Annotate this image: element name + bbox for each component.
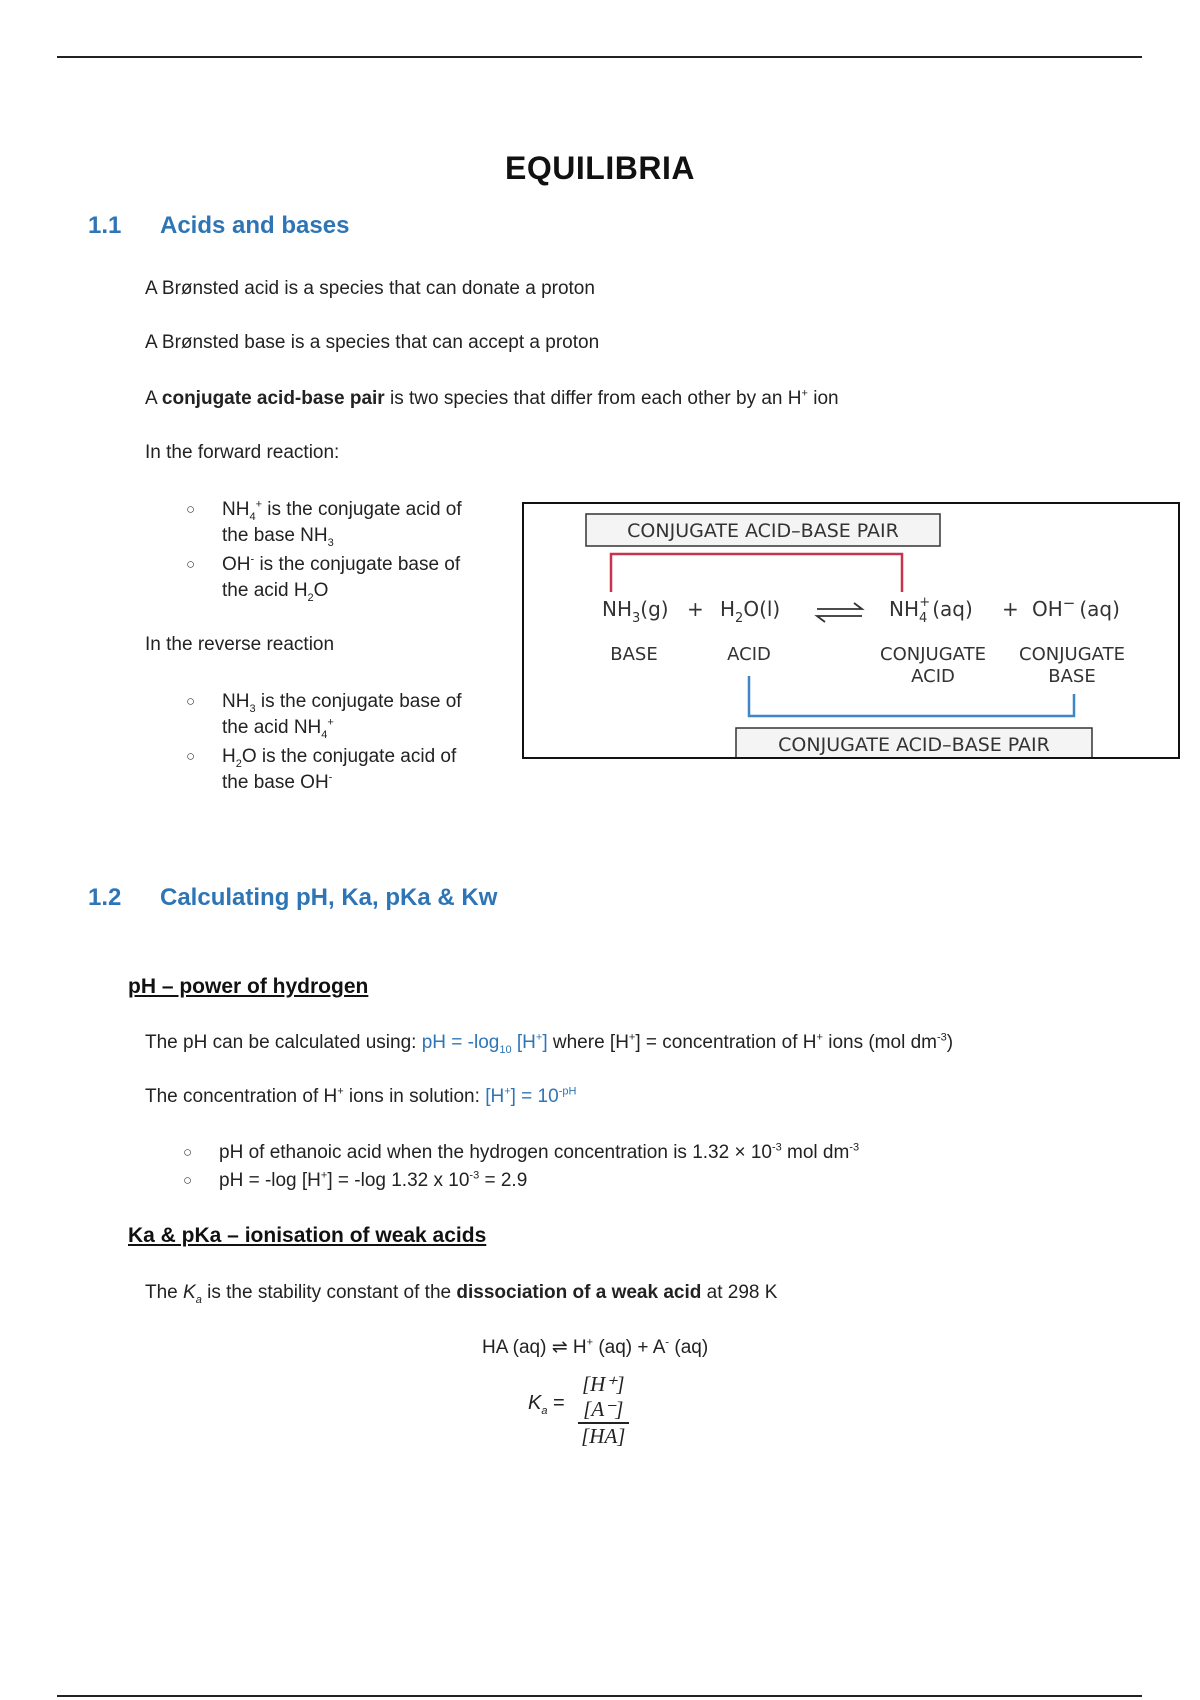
diagram-canvas [524,504,1178,757]
top-rule [57,56,1142,58]
label-conjugate-base-line2: BASE [1048,666,1096,687]
section-heading-calculating-ph [88,884,497,912]
circle-bullet-icon: ○ [183,1172,193,1189]
eq-h2o: $H_2O(l)$ [720,597,781,626]
equilibrium-arrow-icon [817,603,862,622]
acid-pair-bracket [611,554,902,592]
label-base: BASE [610,644,658,665]
ka-definition: The $K_a$ is the stability constant of the dissociation of a weak acid at 298 K [145,1282,778,1306]
circle-bullet-icon: ○ [183,1144,193,1161]
reverse-reaction-label: In the reverse reaction [145,634,335,655]
bronsted-acid-definition: A Brønsted acid is a species that can donate a proton [145,278,595,299]
label-conjugate-acid-line2: ACID [911,666,955,687]
h-concentration-line: The concentration of H+ ions in solution: $[H^+] = 10^{-pH}$ [145,1085,577,1107]
forward-reaction-label: In the forward reaction: [145,442,340,463]
section-heading-acids-bases [88,212,349,240]
ph-subheading: pH – power of hydrogen [128,975,369,998]
eq-plus-1: + [687,597,704,621]
list-item: ○ $NH_4^+$ is the conjugate acid of the base $NH_3$ [186,498,462,549]
section-title: Calculating pH, Ka, pKa & Kw [160,884,498,911]
eq-nh3: $NH_3(g)$ [602,597,669,626]
list-item: ○ $H_2O$ is the conjugate acid of the base OH- [186,746,457,793]
ka-formula: $K_a$ = $\frac{[H^+] [A^-]}{[HA]}$ [528,1390,565,1415]
ka-numerator: [H⁺] [A⁻] [578,1372,629,1424]
ka-fraction [578,1372,629,1449]
circle-bullet-icon: ○ [186,556,196,573]
eq-nh4: $NH_4+ (aq)$ [889,595,973,626]
conjugate-pair-diagram [522,502,1180,759]
list-item: ○ pH = -log [H+] = -log 1.32 x $10^{-3} = 2.9$ [219,1168,527,1194]
section-number: 1.1 [88,212,122,239]
circle-bullet-icon: ○ [186,748,196,765]
page-title: EQUILIBRIA [505,150,695,186]
section-title: Acids and bases [160,212,350,239]
label-conjugate-acid-line1: CONJUGATE [880,644,986,665]
list-item: ○ pH of ethanoic acid when the hydrogen concentration is $1.32 \times 10^{-3}$ mol $dm^{-3}$ [219,1140,859,1166]
conjugate-pair-definition: A conjugate acid-base pair is two species that differ from each other by an H+ ion [145,387,839,409]
circle-bullet-icon: ○ [186,501,196,518]
bronsted-base-definition: A Brønsted base is a species that can accept a proton [145,332,600,353]
section-number: 1.2 [88,884,122,911]
eq-plus-2: + [1002,597,1019,621]
ka-denominator: [HA] [581,1424,626,1448]
label-acid: ACID [727,644,771,665]
ka-subheading: Ka & pKa – ionisation of weak acids [128,1224,487,1247]
top-pair-label: CONJUGATE ACID–BASE PAIR [627,520,899,542]
list-item: ○ $NH_3$ is the conjugate base of the acid $NH_4^+$ [186,691,462,741]
eq-oh: OH− (aq) [1032,594,1120,621]
list-item: ○ OH- is the conjugate base of the acid $H_2O$ [186,553,461,604]
bottom-pair-label: CONJUGATE ACID–BASE PAIR [778,734,1050,756]
label-conjugate-base-line1: CONJUGATE [1019,644,1125,665]
ka-equation: HA (aq) ⇌ H+ (aq) + A- (aq) [482,1336,709,1358]
bottom-rule [57,1695,1142,1697]
circle-bullet-icon: ○ [186,693,196,710]
ph-formula-line: The pH can be calculated using: pH = $-\log_{10}$ [H+] where [H+] = concentration of H+ ions (mol $dm^{-3}$) [145,1031,954,1056]
